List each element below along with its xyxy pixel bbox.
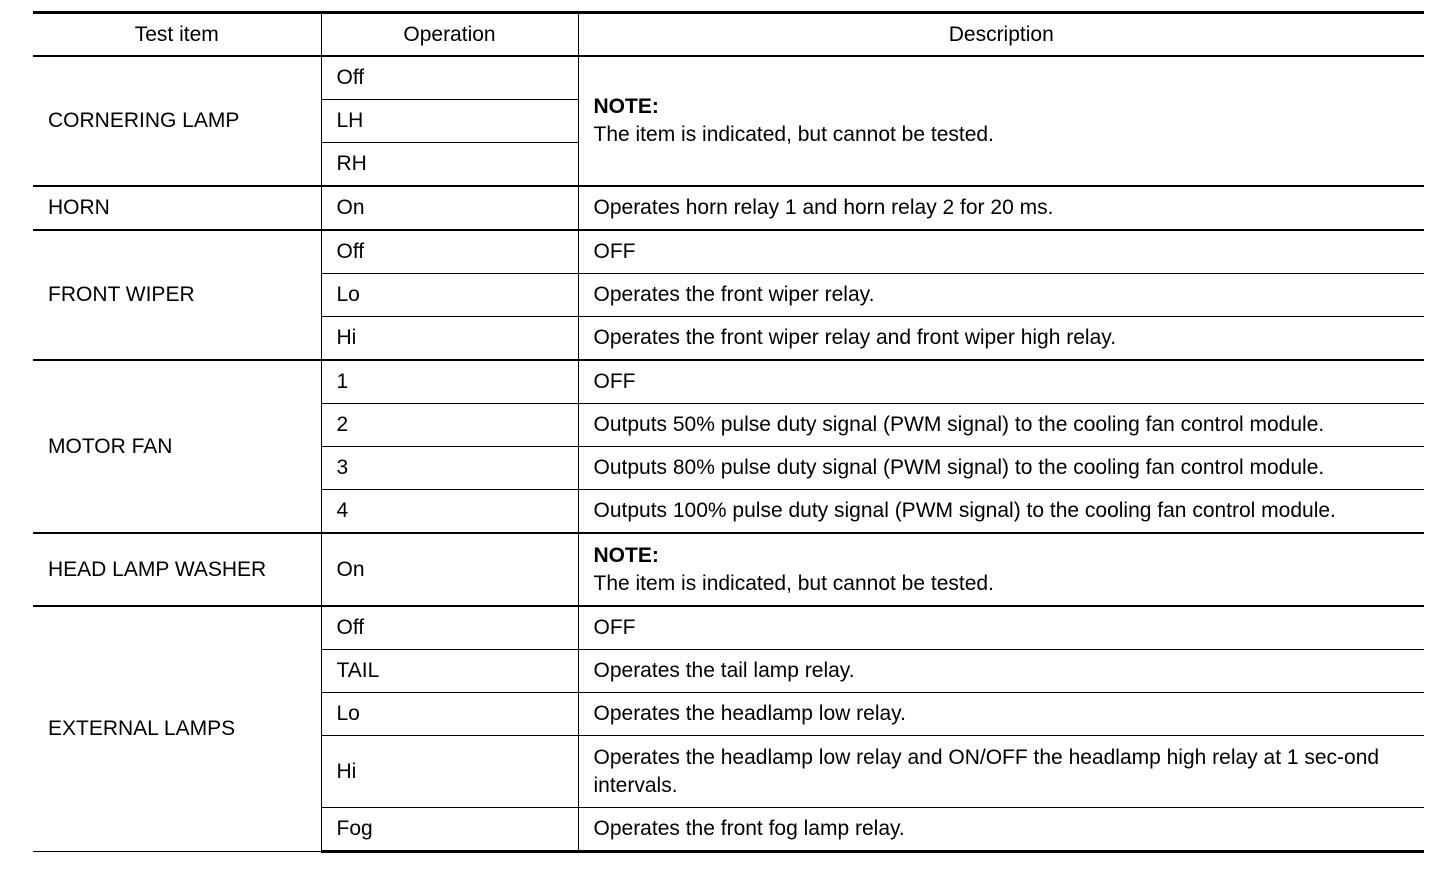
table-row: [33, 606, 1424, 650]
description-cell: Operates the front wiper relay.: [578, 274, 1424, 317]
note-body: The item is indicated, but cannot be tested.: [593, 571, 994, 595]
operation-cell: Hi: [321, 736, 578, 808]
operation-cell: 4: [321, 490, 578, 534]
operation-cell: Off: [321, 606, 578, 650]
description-cell: Operates the tail lamp relay.: [578, 650, 1424, 693]
header-row: [33, 13, 1424, 57]
operation-cell: On: [321, 533, 578, 606]
description-cell: Operates the front wiper relay and front wiper high relay.: [578, 317, 1424, 361]
table-row: [33, 56, 1424, 100]
description-cell: Operates horn relay 1 and horn relay 2 for 20 ms.: [578, 186, 1424, 230]
table-row: [33, 533, 1424, 606]
header-test-item: Test item: [33, 13, 321, 57]
operation-cell: 3: [321, 447, 578, 490]
operation-cell: LH: [321, 100, 578, 143]
table-row: [33, 360, 1424, 404]
operation-cell: Hi: [321, 317, 578, 361]
test-item-horn: HORN: [33, 186, 321, 230]
operation-cell: On: [321, 186, 578, 230]
test-item-cornering-lamp: CORNERING LAMP: [33, 56, 321, 186]
description-cell: Operates the headlamp low relay and ON/OFF the headlamp high relay at 1 sec-ond intervals.: [578, 736, 1424, 808]
test-item-motor-fan: MOTOR FAN: [33, 360, 321, 533]
active-test-table: [33, 11, 1424, 853]
description-note-cell: [578, 56, 1424, 186]
description-cell: Operates the front fog lamp relay.: [578, 808, 1424, 852]
operation-cell: Lo: [321, 693, 578, 736]
description-cell: Outputs 50% pulse duty signal (PWM signal) to the cooling fan control module.: [578, 404, 1424, 447]
operation-cell: Lo: [321, 274, 578, 317]
test-item-external-lamps: EXTERNAL LAMPS: [33, 606, 321, 852]
operation-cell: Off: [321, 230, 578, 274]
operation-cell: Fog: [321, 808, 578, 852]
operation-cell: Off: [321, 56, 578, 100]
operation-cell: 1: [321, 360, 578, 404]
header-description: Description: [578, 13, 1424, 57]
note-title: NOTE:: [593, 543, 659, 567]
description-cell: Outputs 100% pulse duty signal (PWM signal) to the cooling fan control module.: [578, 490, 1424, 534]
operation-cell: 2: [321, 404, 578, 447]
test-item-front-wiper: FRONT WIPER: [33, 230, 321, 360]
note-title: NOTE:: [593, 95, 659, 118]
description-cell: OFF: [578, 230, 1424, 274]
table-row: [33, 186, 1424, 230]
operation-cell: RH: [321, 143, 578, 187]
note-body: The item is indicated, but cannot be tested.: [593, 123, 994, 146]
description-cell: Outputs 80% pulse duty signal (PWM signal) to the cooling fan control module.: [578, 447, 1424, 490]
description-cell: Operates the headlamp low relay.: [578, 693, 1424, 736]
description-cell: OFF: [578, 606, 1424, 650]
header-operation: Operation: [321, 13, 578, 57]
test-item-head-lamp-washer: HEAD LAMP WASHER: [33, 533, 321, 606]
table-row: [33, 230, 1424, 274]
operation-cell: TAIL: [321, 650, 578, 693]
description-note-cell: [578, 533, 1424, 606]
description-cell: OFF: [578, 360, 1424, 404]
